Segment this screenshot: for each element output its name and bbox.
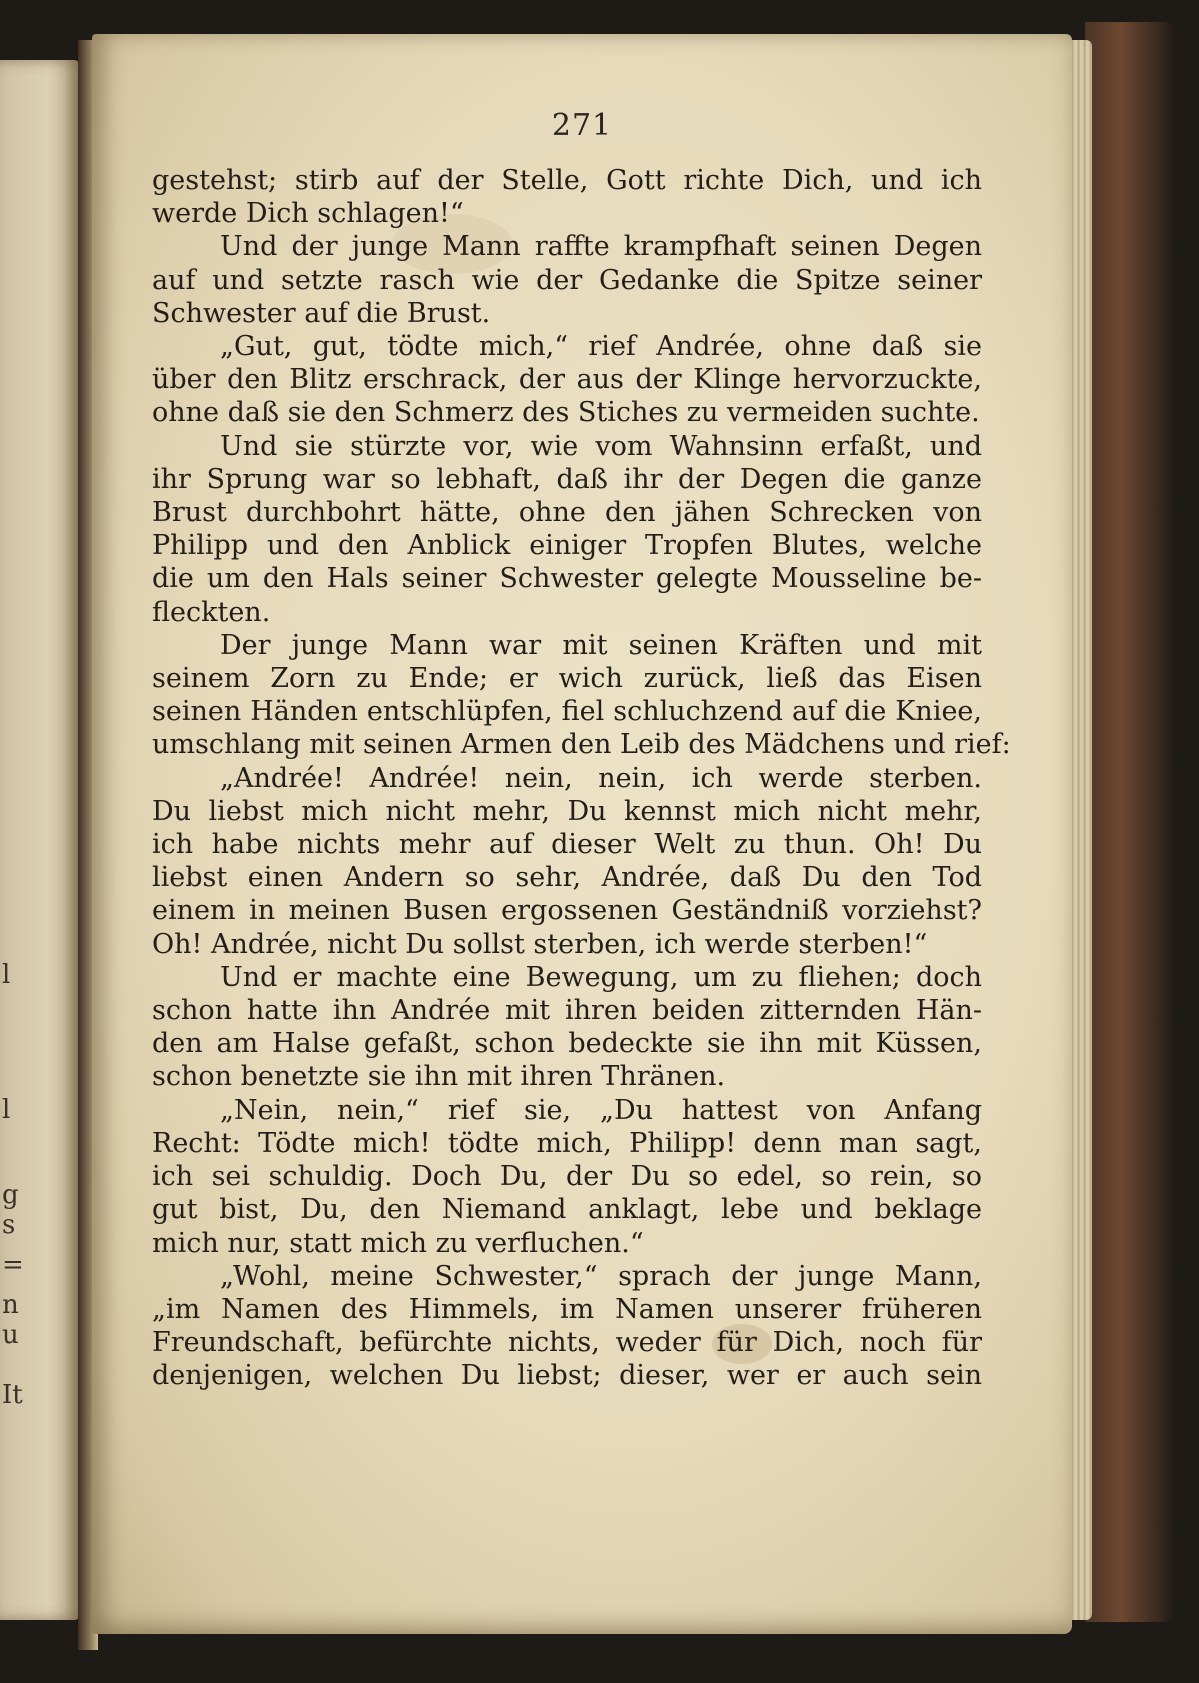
text-line: werde Dich schlagen!“ [152,198,464,230]
text-line: Und er machte eine Bewegung, um zu fliehen; doch [220,961,982,993]
text-line: die um den Hals seiner Schwester gelegte Mousseline be- [152,563,982,595]
body-text [152,164,1011,1393]
text-line: Du liebst mich nicht mehr, Du kennst mich nicht mehr, [152,795,982,827]
previous-page-fragment: n [2,1290,19,1320]
previous-page-edge [0,60,80,1620]
text-line: „Gut, gut, tödte mich,“ rief Andrée, ohne daß sie [220,331,982,363]
text-line: mich nur, statt mich zu verfluchen.“ [152,1227,644,1259]
previous-page-fragment: l [2,1095,11,1125]
text-line: schon hatte ihn Andrée mit ihren beiden zitternden Hän- [152,995,982,1027]
text-line: „Andrée! Andrée! nein, nein, ich werde sterben. [220,762,982,794]
book-page [92,34,1072,1634]
previous-page-fragment: It [2,1380,23,1410]
text-line: gut bist, Du, den Niemand anklagt, lebe und beklage [152,1194,982,1226]
text-line: über den Blitz erschrack, der aus der Klinge hervorzuckte, [152,364,982,396]
text-line: ich sei schuldig. Doch Du, der Du so edel, so rein, so [152,1161,982,1193]
text-line: Der junge Mann war mit seinen Kräften und mit [220,629,982,661]
text-line: Philipp und den Anblick einiger Tropfen Blutes, welche [152,530,982,562]
previous-page-text-fragments [0,60,70,1620]
text-line: denjenigen, welchen Du liebst; dieser, wer er auch sein [152,1360,982,1392]
text-line: auf und setzte rasch wie der Gedanke die Spitze seiner [152,264,982,296]
text-line: seinen Händen entschlüpfen, fiel schluchzend auf die Kniee, [152,696,982,728]
text-line: seinem Zorn zu Ende; er wich zurück, ließ das Eisen [152,663,982,695]
text-line: Oh! Andrée, nicht Du sollst sterben, ich werde sterben!“ [152,928,928,960]
text-line: ihr Sprung war so lebhaft, daß ihr der Degen die ganze [152,463,982,495]
text-line: „Nein, nein,“ rief sie, „Du hattest von Anfang [220,1094,982,1126]
text-line: fleckten. [152,596,271,628]
text-line: Recht: Tödte mich! tödte mich, Philipp! denn man sagt, [152,1127,982,1159]
text-line: Brust durchbohrt hätte, ohne den jähen Schrecken von [152,497,982,529]
text-line: „im Namen des Himmels, im Namen unserer früheren [152,1293,982,1325]
text-line: Freundschaft, befürchte nichts, weder für Dich, noch für [152,1327,982,1359]
text-line: schon benetzte sie ihn mit ihren Thränen. [152,1061,726,1093]
text-line: Und sie stürzte vor, wie vom Wahnsinn erfaßt, und [220,430,982,462]
previous-page-fragment: = [2,1250,24,1280]
text-line: Schwester auf die Brust. [152,297,491,329]
text-line: umschlang mit seinen Armen den Leib des Mädchens und rief: [152,729,1011,761]
previous-page-fragment: s [2,1210,16,1240]
text-line: ich habe nichts mehr auf dieser Welt zu thun. Oh! Du [152,829,982,861]
text-line: den am Halse gefaßt, schon bedeckte sie ihn mit Küssen, [152,1028,982,1060]
page-number: 271 [551,108,613,143]
book-cover-edge [1085,22,1175,1622]
text-line: Und der junge Mann raffte krampfhaft seinen Degen [220,231,982,263]
text-line: gestehst; stirb auf der Stelle, Gott richte Dich, und ich [152,165,982,196]
previous-page-fragment: l [2,960,11,990]
text-line: „Wohl, meine Schwester,“ sprach der junge Mann, [220,1260,982,1292]
previous-page-fragment: g [2,1180,19,1210]
text-line: liebst einen Andern so sehr, Andrée, daß Du den Tod [152,862,982,894]
text-line: ohne daß sie den Schmerz des Stiches zu vermeiden suchte. [152,397,980,429]
previous-page-fragment: u [2,1320,19,1350]
text-line: einem in meinen Busen ergossenen Geständniß vorziehst? [152,895,982,927]
